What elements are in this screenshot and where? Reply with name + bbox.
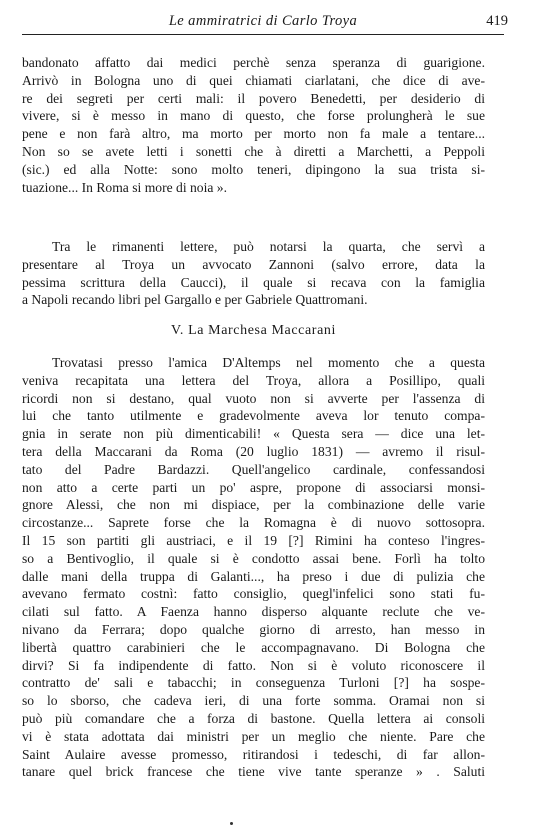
text-line: nivano da Ferrara; dopo qualche giorno di arresto, han messo in [22, 621, 485, 637]
text-line: Trovatasi presso l'amica D'Altemps nel momento che a questa [52, 355, 485, 370]
text-line: Non so se avete letti i sonetti che à diretti a Marchetti, a Peppoli [22, 143, 485, 159]
text-line: vivere, si è messo in mano di questo, che forse prolungherà le sue [22, 108, 485, 124]
text-line: Arrivò in Bologna uno di quei chiamati ciarlatani, che dice di ave- [22, 72, 485, 88]
text-line: può più comandare che a forza di bastone. Quella lettera ai consoli [22, 710, 485, 726]
text-line: contratto de' sali e tabacchi; in conseguenza Turloni [?] ha sospe- [22, 675, 485, 691]
text-line: bandonato affatto dai medici perchè senza speranza di guarigione. [22, 55, 485, 70]
text-line: gnore Alessi, che non mi dispiace, per la combinazione delle varie [22, 497, 485, 513]
text-line: gnia in serate non più dimenticabili! « Questa sera — dice una let- [22, 426, 485, 442]
text-line: libertà quattro carabinieri che le accompagnavano. Di Bologna che [22, 639, 485, 655]
text-line: cilati sul fatto. A Faenza hanno disperso alquante reclute che ve- [22, 604, 485, 620]
text-line: non atto a certe parti un po' aspre, propone di associarsi monsi- [22, 479, 485, 495]
text-line: tato del Padre Bardazzi. Quell'angelico cardinale, confessandosi [22, 461, 485, 477]
paragraph-letter-quote [22, 54, 485, 196]
text-line: Il 15 son partiti gli austriaci, e il 19 [?] Rimini ha conteso l'ingres- [22, 532, 485, 548]
text-line: pene e non farà altro, ma morto per morto non fa male a tentare... [22, 126, 485, 142]
text-line: so lo sborso, che cadeva ieri, di una forte somma. Oramai non si [22, 693, 485, 709]
text-line: pessima scrittura della Caucci), il quale si recava con la famiglia [22, 274, 485, 290]
paragraph-maccarani [22, 354, 485, 781]
text-line: dalle mani della truppa di Galanti..., ha preso i due di pulizia che [22, 568, 485, 584]
text-line: Saint Aulaire avesse promesso, ritirandosi i tedeschi, di far allon- [22, 746, 485, 762]
text-line: circostanze... Saprete forse che la Romagna è di nuovo sottosopra. [22, 515, 485, 531]
page-header [22, 8, 508, 35]
text-line: Tra le rimanenti lettere, può notarsi la quarta, che servì a [52, 239, 485, 254]
text-line: dirvi? Si fa indipendente di fatto. Non si è voluto riconoscere il [22, 657, 485, 673]
paragraph-remaining-letters [22, 238, 485, 309]
text-line: vi è stata adottata dai ministri per un meglio che niente. Pare che [22, 728, 485, 744]
text-line: re dei segreti per certi mali: il povero Benedetti, per desiderio di [22, 90, 485, 106]
text-line: avevano fermato costnì: fatto consiglio, quegl'infelici sono stati fu- [22, 586, 485, 602]
text-line: ricordi non si destano, qual vuoto non si avverte per l'assenza di [22, 390, 485, 406]
running-title: Le ammiratrici di Carlo Troya [168, 13, 358, 29]
text-line: lui che tanto utilmente e gradevolmente aveva lor tenuto compa- [22, 408, 485, 424]
text-line: tanare quel brick francese che tiene vive tante speranze » . Saluti [22, 764, 485, 780]
page-number: 419 [486, 13, 508, 29]
text-line: so a Bentivoglio, il quale si è condotto assai bene. Forlì ha tolto [22, 550, 485, 566]
text-line: tera della Maccarani da Roma (20 luglio 1831) — avremo il risul- [22, 443, 485, 459]
text-line: (sic.) ed alla Notte: sono molto teneri, dipingono la sua trista si- [22, 161, 485, 177]
print-speck [230, 822, 233, 825]
text-line: a Napoli recando libri pel Gargallo e per Gabriele Quattromani. [22, 292, 368, 308]
section-heading: V. La Marchesa Maccarani [171, 323, 336, 338]
text-line: veniva recapitata una lettera del Troya, allora a Posillipo, quali [22, 372, 485, 388]
text-line: presentare al Troya un avvocato Zannoni (salvo errore, data la [22, 256, 485, 272]
text-line: tuazione... In Roma si more di noia ». [22, 179, 227, 195]
